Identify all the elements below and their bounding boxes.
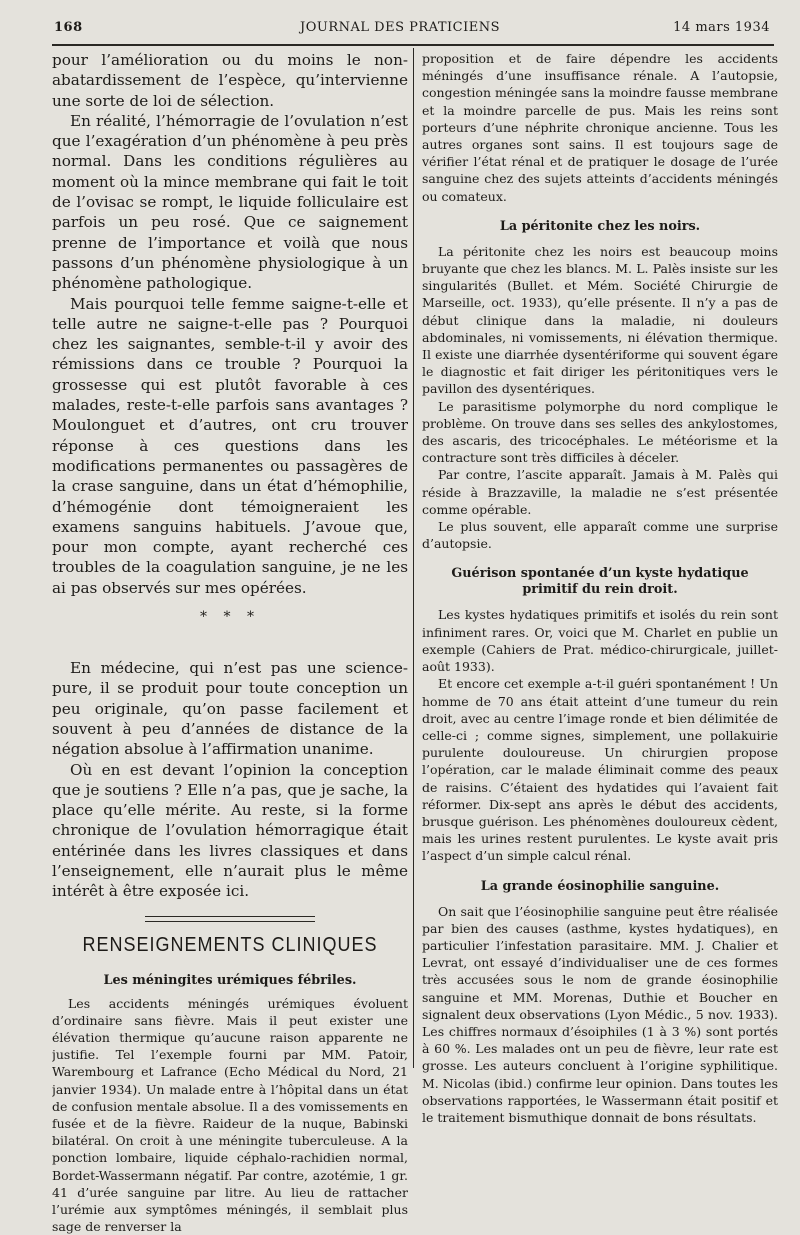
paragraph: On sait que l’éosinophilie sanguine peut être réalisée par bien des causes (asthme, kystes hydatiques), en particulier l’infestation parasitaire. MM. J. Chalier et Levrat, ont essayé d’individualiser une de ces formes très accusées sous le nom de grande éosinophilie sanguine et MM. Morenas, Duthie et Boucher en signalent deux observations (Lyon Médic., 5 nov. 1933). Les chiffres normaux d’ésoiphiles (1 à 3 %) sont portés à 60 %. Les malades ont un peu de fièvre, leur rate est grosse. Les auteurs concluent à l’origine syphilitique. M. Nicolas (ibid.) confirme leur opinion. Dans toutes les observations rapportées, le Wassermann était positif et le traitement bismuthique donnait de bons résultats. [422, 903, 778, 1125]
paragraph: Par contre, l’ascite apparaît. Jamais à M. Palès qui réside à Brazzaville, la maladie ne s’est présentée comme opérable. [422, 467, 778, 517]
page-number: 168 [54, 20, 83, 35]
paragraph: pour l’amélioration ou du moins le non-abatardissement de l’espèce, qu’intervienne une sorte de loi de sélection. [52, 51, 408, 110]
paragraph: Le plus souvent, elle apparaît comme une surprise d’autopsie. [422, 519, 778, 552]
paragraph: proposition et de faire dépendre les accidents méningés d’une insuffisance rénale. A l’autopsie, congestion méningée sans la moindre fausse membrane et la moindre parcelle de pus. Mais les reins sont porteurs d’une néphrite chronique ancienne. Tous les autres organes sont sains. Il est toujours sage de vérifier l’état rénal et de pratiquer le dosage de l’urée sanguine chez des sujets atteints d’accidents méningés ou comateux. [422, 51, 778, 204]
article-heading: La péritonite chez les noirs. [499, 218, 701, 234]
double-rule [145, 916, 315, 922]
article-heading: Guérison spontanée d’un kyste hydatique primitif du rein droit. [451, 566, 749, 598]
paragraph: Les kystes hydatiques primitifs et isolés du rein sont infiniment rares. Or, voici que M. Charlet en publie un exemple (Cahiers de Prat. médico-chirurgicale, juillet-août 1933). [422, 607, 778, 675]
paragraph: En médecine, qui n’est pas une science-pure, il se produit pour toute conception un peu originale, qu’on passe facilement et souvent à peu d’années de distance de la négation absolue à l’affirmation unanime. [52, 659, 408, 759]
paragraph: En réalité, l’hémorragie de l’ovulation n’est que l’exagération d’un phénomène à peu près normal. Dans les conditions régulières au moment où la mince membrane qui fait le toit de l’ovisac se rompt, le liquide folliculaire est parfois un peu rosé. Que ce saignement prenne de l’importance et voilà que nous passons d’un phénomène physiologique à un phénomène pathologique. [52, 111, 408, 293]
right-column [422, 50, 778, 1126]
section-stars: * * * [200, 609, 260, 626]
column-divider [413, 48, 414, 1068]
article-heading: Les méningites urémiques fébriles. [103, 972, 357, 988]
left-column [52, 50, 408, 1235]
paragraph: Mais pourquoi telle femme saigne-t-elle et telle autre ne saigne-t-elle pas ? Pourquoi chez les saignantes, semble-t-il y avoir des rémissions dans ce trouble ? Pourquoi la grossesse qui est plutôt favorable à ces malades, reste-t-elle parfois sans avantages ? Moulonguet et d’autres, ont cru trouver réponse à ces questions dans les modifications permanentes ou passagères de la crase sanguine, dans un état d’hémophilie, d’hémogénie dont témoigneraient les examens sanguins habituels. J’avoue que, pour mon compte, ayant recherché ces troubles de la coagulation sanguine, je ne les ai pas observés sur mes opérées. [52, 294, 408, 597]
paragraph: Et encore cet exemple a-t-il guéri spontanément ! Un homme de 70 ans était atteint d’une tumeur du rein droit, avec au centre l’image ronde et bien délimitée de celle-ci ; comme signes, simplement, une pollakuirie purulente douloureuse. Un chirurgien propose l’opération, car le malade éliminait comme des peaux de raisins. C’étaient des hydatides qui l’avaient fait réformer. Dix-sept ans après le début des accidents, brusque guérison. Les phénomènes douloureux cèdent, mais les urines restent purulentes. Le kyste avait pris l’aspect d’un simple calcul rénal. [422, 676, 778, 864]
paragraph: Le parasitisme polymorphe du nord complique le problème. On trouve dans ses selles des ankylostomes, des ascaris, des tricocéphales. Le météorisme et la contracture sont très difficiles à déceler. [422, 398, 778, 466]
paragraph: Où en est devant l’opinion la conception que je soutiens ? Elle n’a pas, que je sache, la place qu’elle mérite. Au reste, si la forme chronique de l’ovulation hémorragique était entérinée dans les livres classiques et dans l’enseignement, elle n’aurait plus le même intérêt à être exposée ici. [52, 760, 408, 901]
article-heading: La grande éosinophilie sanguine. [480, 878, 720, 894]
section-title: RENSEIGNEMENTS CLINIQUES [82, 932, 378, 956]
page-header [0, 0, 800, 40]
journal-title: JOURNAL DES PRATICIENS [300, 20, 500, 35]
issue-date: 14 mars 1934 [673, 20, 770, 35]
header-rule [52, 44, 774, 46]
paragraph: La péritonite chez les noirs est beaucoup moins bruyante que chez les blancs. M. L. Palès insiste sur les singularités (Bullet. et Mém. Société Chirurgie de Marseille, oct. 1933), qu’elle présente. Il n’y a pas de début clinique dans la maladie, ni douleurs abdominales, ni vomissements, ni élévation thermique. Il existe une diarrhée dysentériforme qui souvent égare le diagnostic et fait diriger les péritonitiques vers le pavillon des dysentériques. [422, 243, 778, 397]
paragraph: Les accidents méningés urémiques évoluent d’ordinaire sans fièvre. Mais il peut exister une élévation thermique qu’aucune raison apparente ne justifie. Tel l’exemple fourni par MM. Patoir, Warembourg et Lafrance (Echo Médical du Nord, 21 janvier 1934). Un malade entre à l’hôpital dans un état de confusion mentale absolue. Il a des vomissements en fusée et de la fièvre. Raideur de la nuque, Babinski bilatéral. On croit à une méningite tuberculeuse. A la ponction lombaire, liquide céphalo-rachidien normal, Bordet-Wassermann négatif. Par contre, azotémie, 1 gr. 41 d’urée sanguine par litre. Au lieu de rattacher l’urémie aux symptômes méningés, il semblait plus sage de renverser la [52, 995, 408, 1235]
